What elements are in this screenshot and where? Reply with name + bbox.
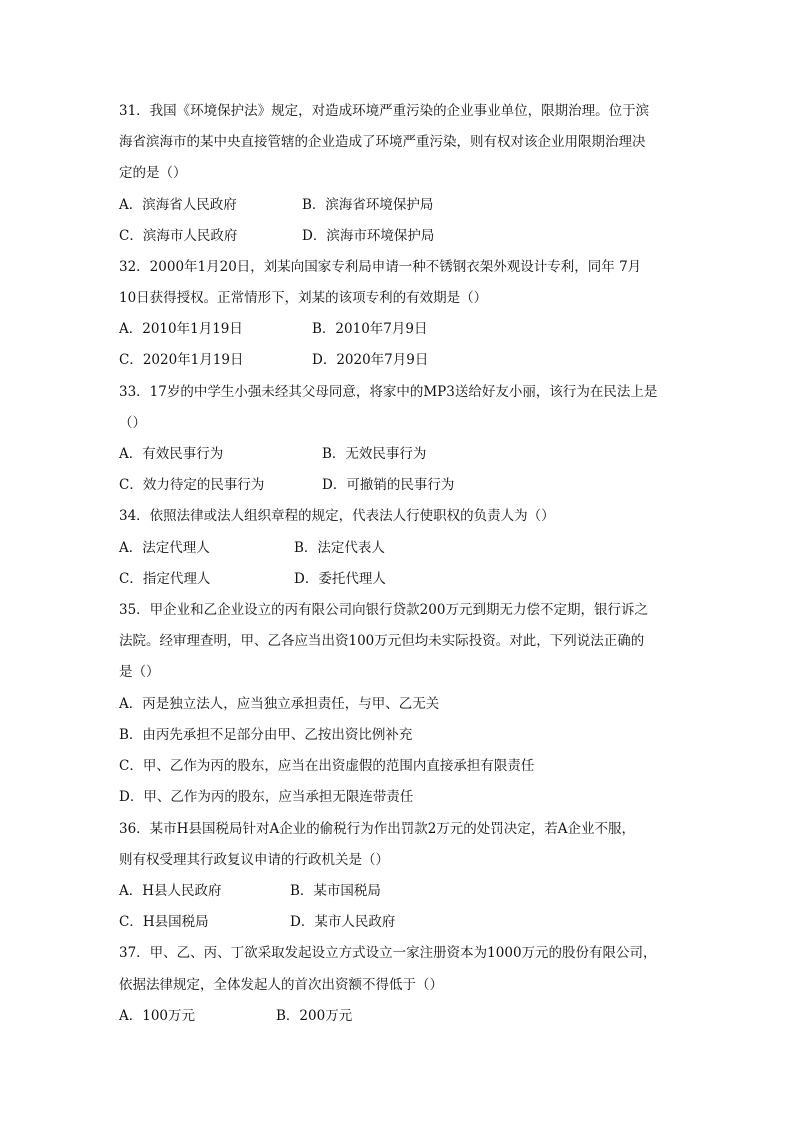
q37-line-2: 依据法律规定，全体发起人的首次出资额不得低于（）	[119, 977, 443, 993]
q34-option-a: A．法定代理人	[119, 540, 210, 556]
q36-option-d: D．某市人民政府	[290, 914, 396, 930]
q32-line-1: 32．2000年1月20日，刘某向国家专利局申请一种不锈钢衣架外观设计专利，同年 7月	[119, 259, 642, 275]
q36-option-b: B．某市国税局	[290, 883, 381, 899]
q32-line-2: 10日获得授权。正常情形下，刘某的该项专利的有效期是（）	[119, 290, 488, 306]
q31-line-3: 定的是（）	[119, 165, 187, 181]
q33-option-d: D．可撤销的民事行为	[322, 477, 455, 493]
q33-line-2: （）	[119, 415, 146, 431]
q35-option-d: D．甲、乙作为丙的股东，应当承担无限连带责任	[119, 789, 414, 805]
q37-line-1: 37．甲、乙、丙、丁欲采取发起设立方式设立一家注册资本为1000万元的股份有限公司，	[119, 945, 657, 961]
q34-option-c: C．指定代理人	[119, 571, 211, 587]
q32-option-b: B．2010年7月9日	[312, 321, 428, 337]
q33-option-a: A．有效民事行为	[119, 446, 224, 462]
q36-line-1: 36．某市H县国税局针对A企业的偷税行为作出罚款2万元的处罚决定，若A企业不服，	[119, 821, 636, 837]
q35-line-3: 是（）	[119, 664, 160, 680]
q31-option-b: B．滨海省环境保护局	[302, 197, 434, 213]
q35-line-1: 35．甲企业和乙企业设立的丙有限公司向银行贷款200万元到期无力偿不定期，银行诉之	[119, 602, 648, 618]
q32-option-a: A．2010年1月19日	[119, 321, 243, 337]
q36-line-2: 则有权受理其行政复议申请的行政机关是（）	[119, 852, 389, 868]
q37-option-b: B．200万元	[276, 1008, 353, 1024]
q35-option-b: B．由丙先承担不足部分由甲、乙按出资比例补充	[119, 727, 413, 743]
q34-option-b: B．法定代表人	[294, 540, 385, 556]
q35-option-a: A．丙是独立法人，应当独立承担责任，与甲、乙无关	[119, 696, 440, 712]
q34-option-d: D．委托代理人	[294, 571, 386, 587]
q33-option-c: C．效力待定的民事行为	[119, 477, 265, 493]
q36-option-c: C．H县国税局	[119, 914, 209, 930]
q31-option-c: C．滨海市人民政府	[119, 228, 238, 244]
q31-line-2: 海省滨海市的某中央直接管辖的企业造成了环境严重污染，则有权对该企业用限期治理决	[119, 134, 646, 150]
q34-line-1: 34．依照法律或法人组织章程的规定，代表法人行使职权的负责人为（）	[119, 508, 555, 524]
q33-line-1: 33．17岁的中学生小强未经其父母同意，将家中的MP3送给好友小丽，该行为在民法上是	[119, 384, 658, 400]
q36-option-a: A．H县人民政府	[119, 883, 222, 899]
q35-option-c: C．甲、乙作为丙的股东，应当在出资虚假的范围内直接承担有限责任	[119, 758, 535, 774]
q33-option-b: B．无效民事行为	[322, 446, 427, 462]
q35-line-2: 法院。经审理查明，甲、乙各应当出资100万元但均未实际投资。对此，下列说法正确的	[119, 633, 645, 649]
q31-option-d: D．滨海市环境保护局	[302, 228, 435, 244]
q32-option-c: C．2020年1月19日	[119, 352, 244, 368]
q31-line-1: 31．我国《环境保护法》规定，对造成环境严重污染的企业事业单位，限期治理。位于滨	[119, 103, 650, 119]
q32-option-d: D．2020年7月9日	[312, 352, 429, 368]
q31-option-a: A．滨海省人民政府	[119, 197, 237, 213]
q37-option-a: A．100万元	[119, 1008, 196, 1024]
